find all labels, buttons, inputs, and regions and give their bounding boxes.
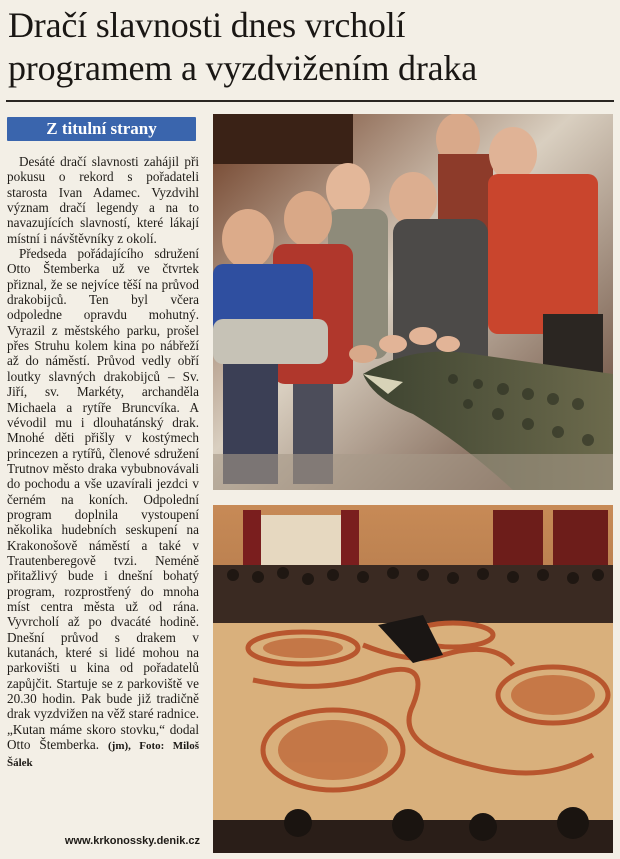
headline-line-2: programem a vyzdvižením draka	[8, 48, 478, 88]
byline: (jm), Foto: Miloš Šálek	[7, 740, 200, 770]
article-paragraph-2	[7, 246, 199, 772]
headline-line-1: Dračí slavnosti dnes vrcholí	[8, 5, 406, 45]
headline	[8, 4, 612, 90]
photo-hall-domino	[213, 505, 613, 853]
website-link[interactable]: www.krkonossky.denik.cz	[64, 835, 200, 847]
headline-rule	[6, 100, 614, 102]
section-label: Z titulní strany	[7, 117, 196, 141]
article-body	[7, 154, 199, 772]
photo-children-dragon	[213, 114, 613, 490]
article-paragraph-1: Desáté dračí slavnosti zahájil při pokusu o rekord s pořadateli starosta Ivan Adamec. Vyzdvihl význam dračí legendy a na to navazujících slavností, které lákají místní i návštěvníky z okolí.	[7, 154, 199, 246]
article-paragraph-2-text: Předseda pořádajícího sdružení Otto Štemberka už ve čtvrtek přiznal, že se nejvíce těší na průvod drakobijců. Ten byl včera odpoledne opravdu mohutný. Vyrazil z městského parku, prošel přes Struhu kolem kina po nábřeží až do náměstí. Průvod vedly obří loutky slavných drakobijců – Sv. Jiří, sv. Markéty, archanděla Michaela a rytíře Bruncvíka. A vévodil mu i dlouhatánský drak. Mnohé děti přišly v kostýmech princezen a rytířů, členové sdružení Trutnov město draka vybubnovávali do pochodu a vše uzavírali jezdci v černém na koních. Odpolední program doplnila vystoupení několika hudebních seskupení na Krakonošově náměstí a také v Trautenberegově tvzi. Neméně přitažlivý bude i dnešní bohatý program, rozprostřený do mnoha míst centra města už od rána. Vyvrcholí až po dvacáté hodině. Dnešní průvod s drakem v kutanách, které si lidé mohou na parkovišti u kina od pořadatelů zapůjčit. Startuje se z parkoviště ve 20.30 hodin. Pak bude již tradičně drak vyzdvižen na věž staré radnice. „Kutan máme skoro stovku,“ dodal Otto Štemberka.	[7, 246, 199, 753]
